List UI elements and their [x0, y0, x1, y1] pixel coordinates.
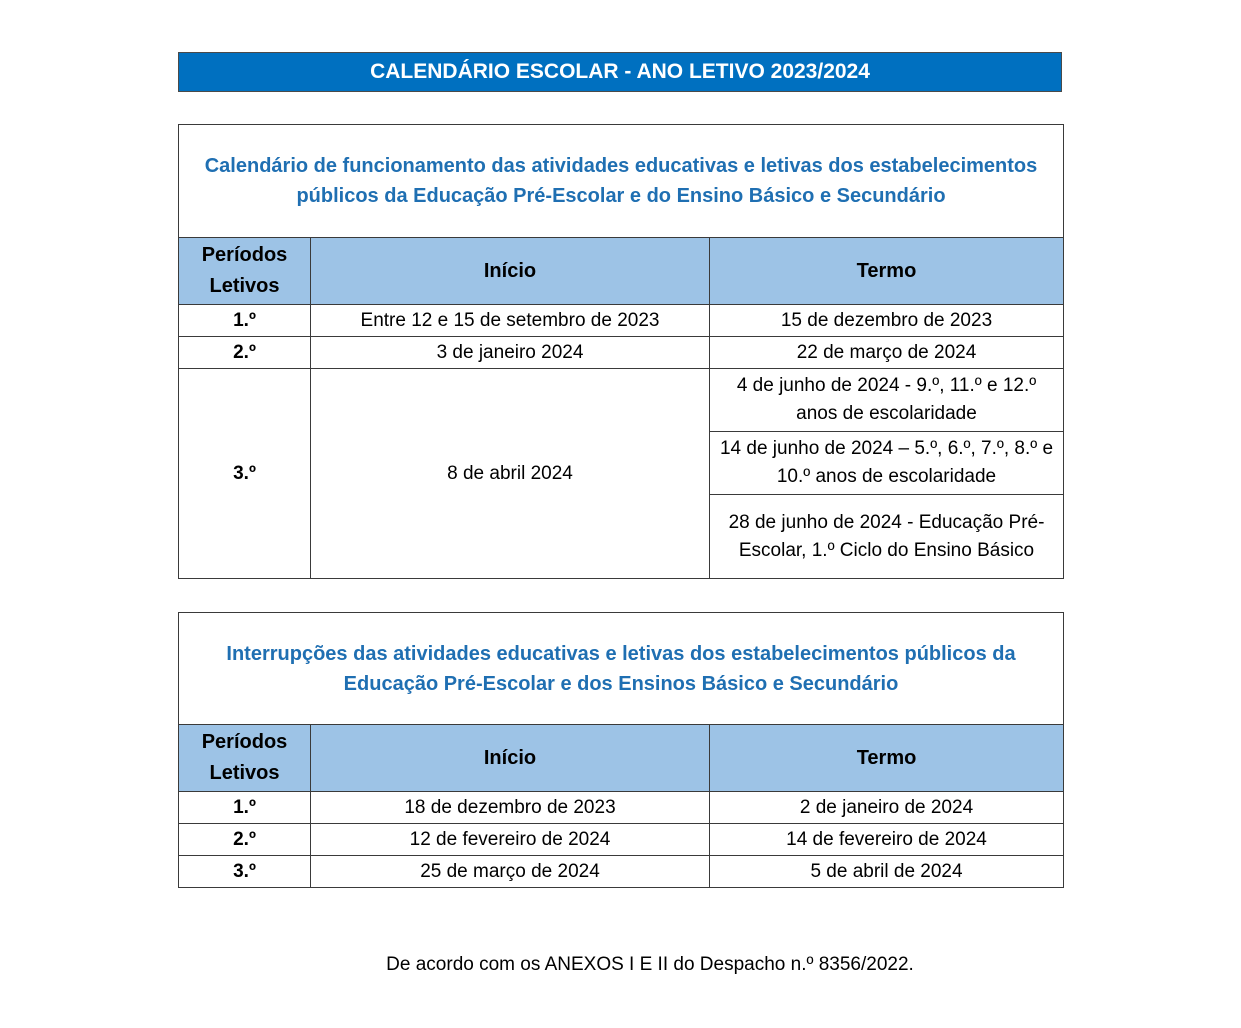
period-cell: 2.º — [179, 824, 311, 856]
table-row — [179, 856, 1064, 888]
column-header-end: Termo — [710, 725, 1064, 792]
end-cell: 28 de junho de 2024 - Educação Pré-Escolar, 1.º Ciclo do Ensino Básico — [710, 495, 1064, 579]
period-cell: 1.º — [179, 792, 311, 824]
end-cell: 5 de abril de 2024 — [710, 856, 1064, 888]
end-cell: 4 de junho de 2024 - 9.º, 11.º e 12.º anos de escolaridade — [710, 369, 1064, 432]
start-cell: 8 de abril 2024 — [311, 369, 710, 579]
start-cell: 25 de março de 2024 — [311, 856, 710, 888]
page-title — [178, 52, 1062, 92]
table-row — [179, 792, 1064, 824]
column-header-start: Início — [311, 725, 710, 792]
start-cell: 18 de dezembro de 2023 — [311, 792, 710, 824]
table-row — [179, 369, 1064, 432]
period-cell: 3.º — [179, 369, 311, 579]
period-cell: 3.º — [179, 856, 311, 888]
period-cell: 2.º — [179, 337, 311, 369]
column-header-end: Termo — [710, 238, 1064, 305]
column-header-start: Início — [311, 238, 710, 305]
end-cell: 14 de junho de 2024 – 5.º, 6.º, 7.º, 8.º e 10.º anos de escolaridade — [710, 432, 1064, 495]
table-caption: Calendário de funcionamento das atividades educativas e letivas dos estabelecimentos públicos da Educação Pré-Escolar e do Ensino Básico e Secundário — [179, 125, 1064, 238]
school-breaks-table — [178, 612, 1064, 888]
column-header-periods: Períodos Letivos — [179, 238, 311, 305]
start-cell: Entre 12 e 15 de setembro de 2023 — [311, 305, 710, 337]
school-calendar-table — [178, 124, 1064, 579]
start-cell: 3 de janeiro 2024 — [311, 337, 710, 369]
table-caption: Interrupções das atividades educativas e letivas dos estabelecimentos públicos da Educação Pré-Escolar e dos Ensinos Básico e Secundário — [179, 613, 1064, 725]
table-row — [179, 337, 1064, 369]
end-cell: 15 de dezembro de 2023 — [710, 305, 1064, 337]
end-cell: 2 de janeiro de 2024 — [710, 792, 1064, 824]
table-row — [179, 305, 1064, 337]
column-header-periods: Períodos Letivos — [179, 725, 311, 792]
page-title-text: CALENDÁRIO ESCOLAR - ANO LETIVO 2023/2024 — [370, 60, 870, 83]
end-cell: 22 de março de 2024 — [710, 337, 1064, 369]
footnote: De acordo com os ANEXOS I E II do Despacho n.º 8356/2022. — [386, 954, 914, 975]
start-cell: 12 de fevereiro de 2024 — [311, 824, 710, 856]
table-row — [179, 824, 1064, 856]
end-cell: 14 de fevereiro de 2024 — [710, 824, 1064, 856]
period-cell: 1.º — [179, 305, 311, 337]
